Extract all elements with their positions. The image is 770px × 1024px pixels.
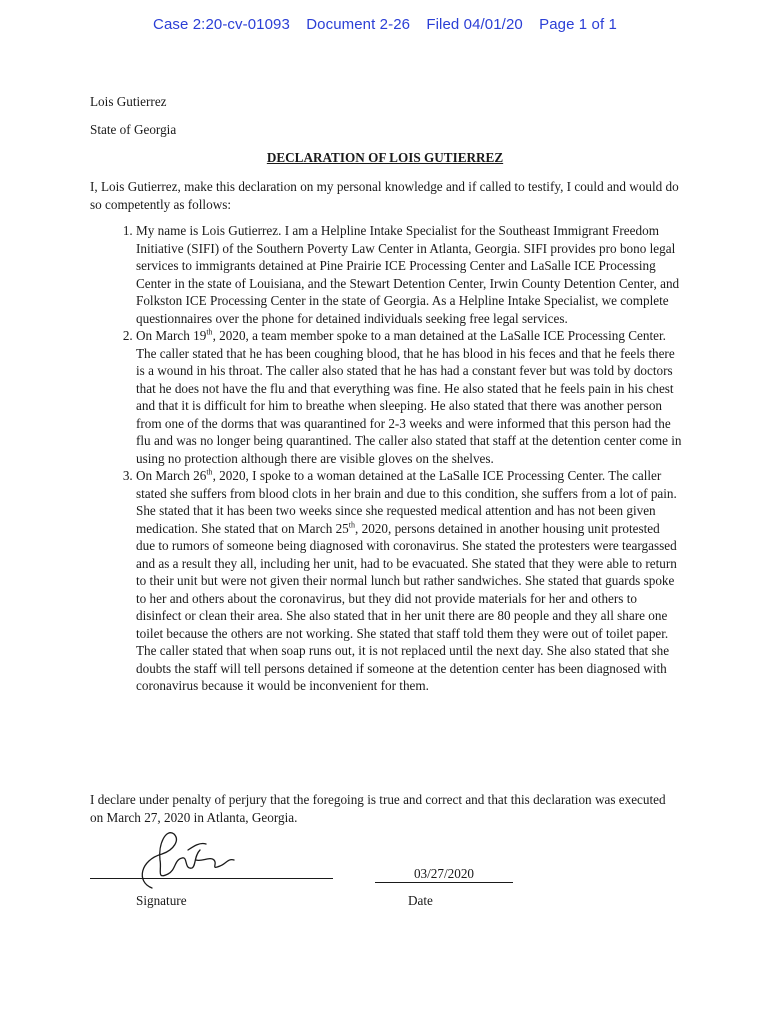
page-number: Page 1 of 1 bbox=[539, 16, 617, 33]
document-title: DECLARATION OF LOIS GUTIERREZ bbox=[266, 150, 504, 165]
handwritten-signature bbox=[130, 830, 250, 890]
paragraph-2: 2. On March 19th, 2020, a team member spoke to a man detained at the LaSalle ICE Processing Center. The caller stated that he has been coughing blood, that he has blood in his feces and that he feels there is a wound in his throat. The caller also stated that he has had a constant fever but was told by doctors that he does not have the flu and that everything was fine. He also stated that he feels pain in his chest and that it is difficult for him to breathe when sleeping. He also stated that there was another person from one of the dorms that was quarantined for 2-3 weeks and were informed that this person had the flu and was no longer being quarantined. The caller also stated that staff at the detention center come in using no protection although there are visible gloves on the shelves. bbox=[136, 327, 682, 467]
paragraph-1: 1. My name is Lois Gutierrez. I am a Helpline Intake Specialist for the Southeast Immigrant Freedom Initiative (SIFI) of the Southern Poverty Law Center in Atlanta, Georgia. SIFI provides pro bono legal services to immigrants detained at Pine Prairie ICE Processing Center and LaSalle ICE Processing Center in the state of Louisiana, and the Stewart Detention Center, Irwin County Detention Center, and Folkston ICE Processing Center in the state of Georgia. As a Helpline Intake Specialist, we complete questionnaires over the phone for detained individuals seeking free legal services. bbox=[136, 222, 682, 327]
date-field: 03/27/2020 bbox=[375, 866, 513, 883]
filed-date: Filed 04/01/20 bbox=[426, 16, 523, 33]
declaration-paragraphs bbox=[90, 222, 682, 695]
perjury-statement: I declare under penalty of perjury that the foregoing is true and correct and that this declaration was executed on March 27, 2020 in Atlanta, Georgia. bbox=[90, 792, 666, 825]
date-label: Date bbox=[408, 893, 433, 908]
intro-paragraph: I, Lois Gutierrez, make this declaration on my personal knowledge and if called to testify, I could and would do so competently as follows: bbox=[90, 179, 679, 212]
declarant-name: Lois Gutierrez bbox=[90, 94, 167, 109]
signature-label: Signature bbox=[136, 893, 187, 908]
document-number: Document 2-26 bbox=[306, 16, 411, 33]
case-header bbox=[0, 16, 770, 33]
paragraph-3: 3. On March 26th, 2020, I spoke to a woman detained at the LaSalle ICE Processing Center. The caller stated she suffers from blood clots in her brain and due to this condition, she suffers from a lot of pain. She stated that it has been two weeks since she requested medical attention and has not been given medication. She stated that on March 25th, 2020, persons detained in another housing unit protested due to rumors of someone being diagnosed with coronavirus. She stated the protesters were teargassed and as a result they all, including her unit, had to be evacuated. She stated that they were able to return to their unit but were not given their normal lunch but rather sandwiches. She stated that guards spoke to her and others about the coronavirus, but they did not provide materials for her and others to disinfect or clean their area. She also stated that in her unit there are 80 people and they all share one toilet because the others are not working. She stated that staff told them they were out of toilet paper. The caller stated that when soap runs out, it is not replaced until the next day. She also stated that she doubts the staff will tell persons detained if someone at the detention center has been diagnosed with coronavirus because it would be inconvenient for them. bbox=[136, 467, 682, 695]
case-number: Case 2:20-cv-01093 bbox=[153, 16, 290, 33]
state-line: State of Georgia bbox=[90, 122, 177, 137]
